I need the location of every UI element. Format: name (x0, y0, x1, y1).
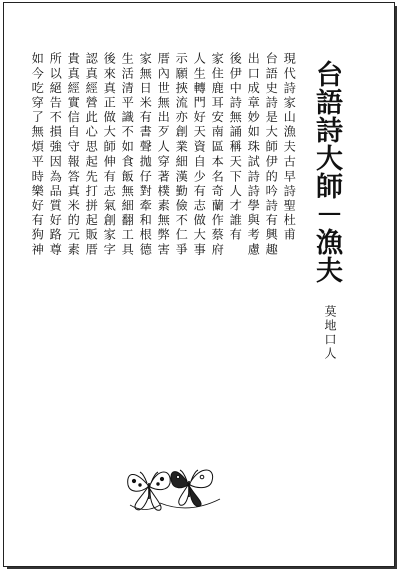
author-name: 莫地口人 (323, 305, 337, 361)
poem-line: 伊的吟詩有興趣 (264, 155, 279, 258)
poem-line: 貴真經實信自守 (66, 52, 81, 155)
poem-line: 因為品質好路尊 (48, 155, 63, 258)
poem-line: 本名奇蘭作蔡府 (210, 155, 225, 258)
poem-line: 穿著樸素無弊害 (156, 155, 171, 258)
poem-line: 家無日米有書聲 (138, 52, 153, 155)
poem-line: 認真經營此心思 (84, 52, 99, 155)
poem-line: 拋仔對牽和根德 (138, 155, 153, 258)
poem-line: 厝內世無出歹人 (156, 52, 171, 155)
poem-line: 食飯無細翻工具 (120, 155, 135, 258)
poem-line: 台語史詩是大師 (264, 52, 279, 155)
poem-line: 伸有志氣創家字 (102, 155, 117, 258)
poem-line: 人生轉門好天資 (192, 52, 207, 155)
poem-line: 如今吃穿了無煩 (30, 52, 45, 155)
poem-line: 後來真正做大師 (102, 52, 117, 155)
poem-line: 生活清平識不如 (120, 52, 135, 155)
poem-line: 古早詩聖杜甫 (282, 155, 297, 243)
poem-line: 平時樂好有狗神 (30, 155, 45, 258)
poem-line: 自少有志做大事 (192, 155, 207, 258)
poem-line: 後伊中詩無誦稱 (228, 52, 243, 155)
poem-line: 現代詩家山漁夫 (282, 52, 297, 155)
poem-line: 家住鹿耳安南區 (210, 52, 225, 155)
poem-line: 出口成章妙如珠 (246, 52, 261, 155)
poem-line: 報答真米的元素 (66, 155, 81, 258)
poem-line: 細漢勤儉不仁爭 (174, 155, 189, 258)
poem-line: 示願挾流亦創業 (174, 52, 189, 155)
poem-line: 所以絕告不損強 (48, 52, 63, 155)
poem-line: 天下人才誰有 (228, 155, 243, 243)
poem-title: 台語詩大師－漁夫 (311, 60, 342, 284)
poem-line: 起先打拼起販厝 (84, 155, 99, 258)
butterfly-pair-illustration (120, 455, 230, 515)
poem-line: 試詩詩學與考慮 (246, 155, 261, 258)
